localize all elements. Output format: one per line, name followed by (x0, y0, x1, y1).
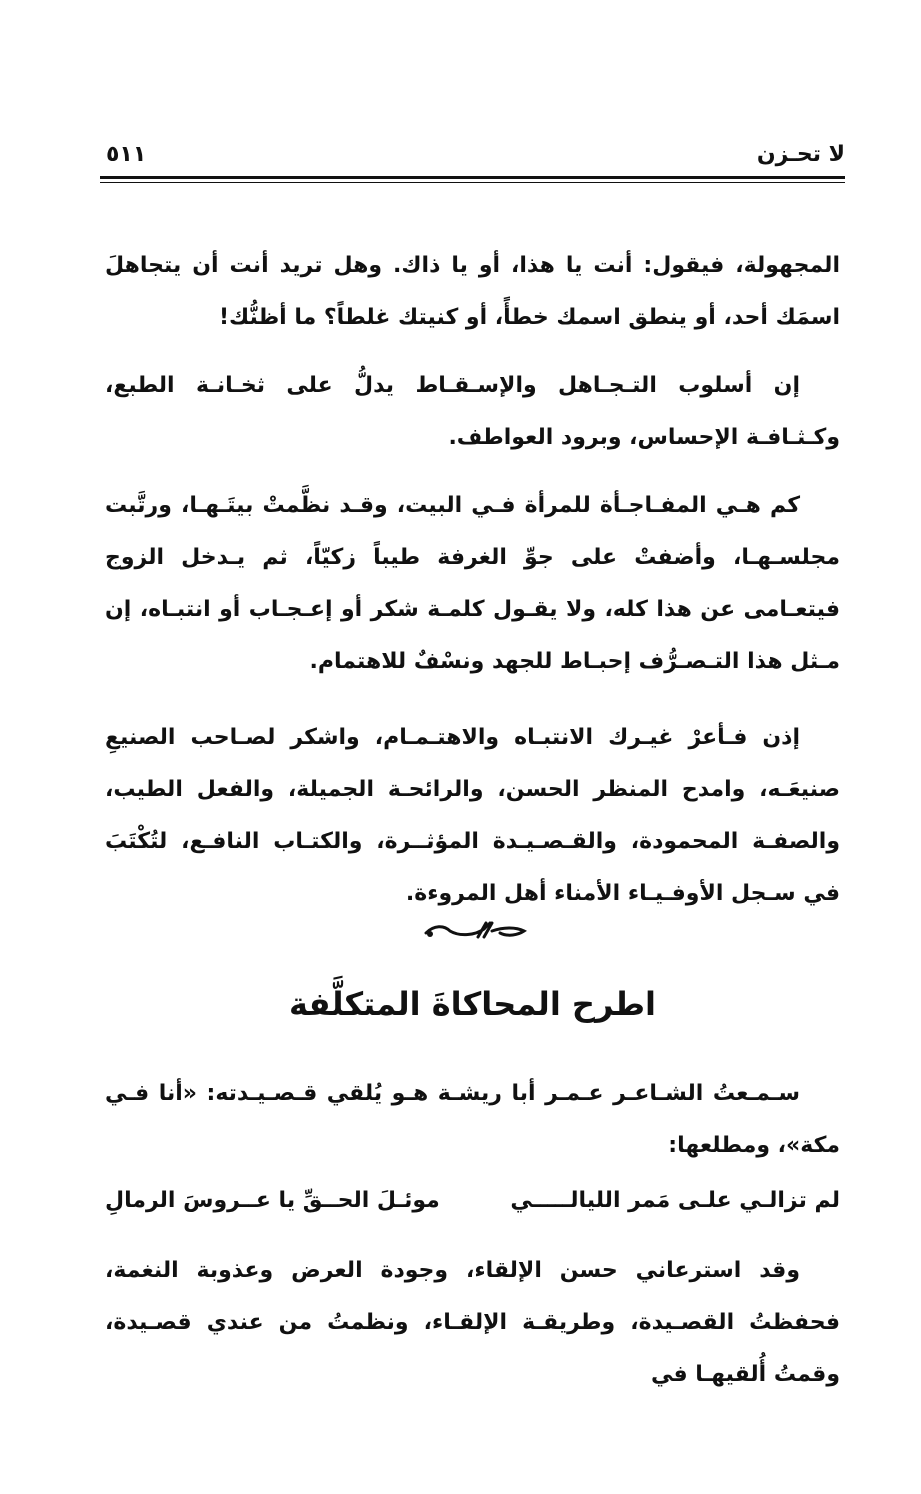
paragraph-give-attention (105, 712, 840, 920)
paragraph-text: إن أسلوب التـجـاهل والإسـقـاط يدلُّ على ثخـانـة الطبع، وكـثـافـة الإحساس، وبرود العواطف. (105, 373, 840, 450)
paragraph-text: كم هـي المفـاجـأة للمرأة فـي البيت، وقـد نظَّمتْ بيتَـهـا، ورتَّبت مجلسـهـا، وأضفتْ على جوِّ الغرفة طيباً زكيّاً، ثم يـدخل الزوج فيتعـامى عن هذا كله، ولا يقـول كلمـة شكر أو إعـجـاب أو انتبـاه، إن مـثل هذا التـصـرُّف إحبـاط للجهد ونسْفٌ للاهتمام. (105, 493, 840, 674)
paragraph-continuation (105, 240, 840, 344)
verse-first-hemistich: لم تزالـي علـى مَمر الليالـــــي (510, 1188, 840, 1213)
paragraph-intro (105, 1068, 840, 1172)
verse-second-hemistich: موئـلَ الحــقِّ يا عــروسَ الرمالِ (105, 1188, 440, 1213)
running-header (100, 138, 845, 178)
paragraph-ignoring-style (105, 360, 840, 464)
paragraph-text: وقد استرعاني حسن الإلقاء، وجودة العرض وعذوبة النغمة، فحفظتُ القصـيدة، وطريقـة الإلقـاء، ونظمتُ من عندي قصـيدة، وقمتُ أُلقيهـا في (105, 1258, 840, 1387)
header-rule-thick (100, 176, 845, 179)
paragraph-text: المجهولة، فيقول: أنت يا هذا، أو يا ذاك. وهل تريد أنت أن يتجاهلَ اسمَك أحد، أو ينطق اسمك خطأً، أو كنيتك غلطاً؟ ما أظنُّك! (105, 253, 840, 330)
paragraph-text: سـمـعتُ الشـاعـر عـمـر أبا ريشـة هـو يُلقي قـصـيـدته: «أنا فـي مكة»، ومطلعها: (105, 1081, 840, 1158)
page-number: ٥١١ (106, 142, 147, 167)
header-rule-thin (100, 182, 845, 183)
paragraph-wife-surprise (105, 480, 840, 688)
section-heading: اطرح المحاكاةَ المتكلَّفة (289, 985, 656, 1023)
paragraph-text: إذن فـأعرْ غيـرك الانتبـاه والاهتـمـام، واشكر لصـاحب الصنيعِ صنيعَـه، وامدح المنظر الحسن، والرائحـة الجميلة، والفعل الطيب، والصفـة المحمودة، والقـصـيـدة المؤثــرة، والكتـاب النافـع، لتُكْتَبَ في سـجل الأوفـيـاء الأمناء أهل المروءة. (105, 725, 840, 906)
poem-verse (105, 1180, 840, 1232)
book-title: لا تحـزن (756, 142, 845, 167)
paragraph-recitation (105, 1245, 840, 1401)
section-divider-ornament (420, 915, 530, 945)
